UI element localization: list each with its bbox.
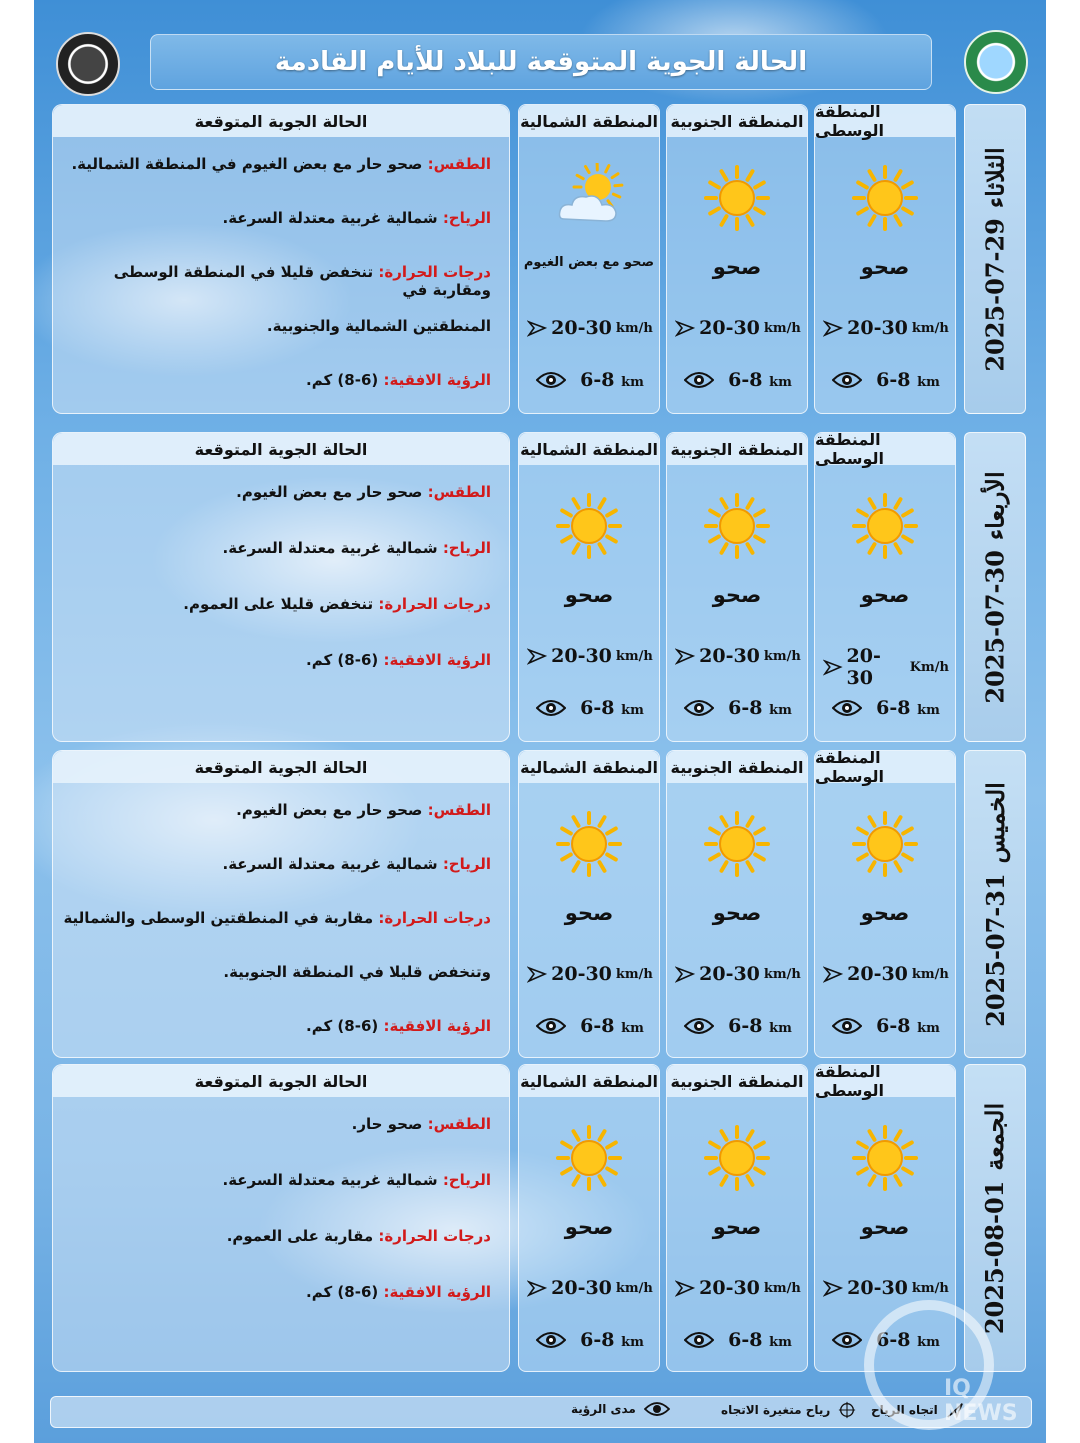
region-name: المنطقة الشمالية [519,1065,659,1097]
meteorology-authority-logo [964,30,1028,94]
condition-label: صحو [564,1215,614,1239]
region-name: المنطقة الجنوبية [667,751,807,783]
day-name: الأربعاء [980,470,1010,540]
condition-label: صحو [860,255,910,279]
visibility-unit: km [769,375,792,390]
eye-icon [832,1017,862,1035]
wind-value: 20-30 [551,963,612,985]
visibility-range [675,369,801,391]
compass-icon [838,1401,856,1419]
visibility-unit: km [917,1021,940,1036]
forecast-poster [34,0,1046,1443]
visibility-unit: km [769,1335,792,1350]
visibility-value: 6-8 [580,1329,615,1351]
forecast-line-key: الرياح: [442,1171,491,1189]
day-row [50,104,1030,412]
sun-icon [702,491,772,561]
wind-unit: km/h [615,1280,653,1296]
wind-arrow-icon [675,964,695,984]
forecast-line [63,483,491,501]
date-label [981,1102,1010,1333]
wind-unit: km/h [911,1280,949,1296]
forecast-line [63,371,491,389]
forecast-title: الحالة الجوية المتوقعة [53,105,509,137]
region-name: المنطقة الوسطى [815,433,955,465]
forecast-line [63,317,491,335]
visibility-value: 6-8 [728,1015,763,1037]
forecast-line-key: الرؤية الافقية: [383,1283,491,1301]
forecast-title: الحالة الجوية المتوقعة [53,751,509,783]
forecast-line [63,1283,491,1301]
forecast-line-text: تنخفض قليلا على العموم. [183,595,379,613]
legend-visibility-label: مدى الرؤية [571,1402,636,1416]
day-row [50,432,1030,740]
wind-unit: km/h [615,966,653,982]
wind-unit: km/h [911,966,949,982]
sun-icon [702,1123,772,1193]
forecast-line [63,1227,491,1245]
eye-icon [684,371,714,389]
wind-arrow-icon [675,318,695,338]
condition-label: صحو [712,901,762,925]
date-value: 2025-07-31 [980,872,1010,1027]
visibility-unit: km [621,375,644,390]
visibility-unit: km [621,1021,644,1036]
wind-value: 20-30 [699,317,760,339]
region-card [518,104,660,414]
wind-unit: km/h [911,320,949,336]
region-card [814,750,956,1058]
forecast-line [63,909,491,927]
wind-speed [527,645,653,667]
wind-speed [675,1277,801,1299]
condition-label: صحو مع بعض الغيوم [523,255,655,270]
forecast-center-logo [56,32,120,96]
forecast-line [63,855,491,873]
watermark-text: IQ NEWS [944,1376,1018,1426]
sun-icon [850,1123,920,1193]
forecast-panel [52,750,510,1058]
condition-label: صحو [860,583,910,607]
forecast-line [63,1171,491,1189]
forecast-panel [52,104,510,414]
wind-value: 20-30 [551,317,612,339]
forecast-line-text: (6-8) كم. [306,371,384,389]
region-name: المنطقة الوسطى [815,751,955,783]
region-name: المنطقة الجنوبية [667,105,807,137]
legend-variable-wind [721,1401,856,1419]
wind-arrow-icon [823,964,843,984]
visibility-value: 6-8 [876,697,911,719]
wind-arrow-icon [527,318,547,338]
date-value: 2025-08-01 [980,1180,1010,1334]
day-name: الخميس [980,781,1010,863]
forecast-panel [52,432,510,742]
wind-speed [823,963,949,985]
wind-speed [527,1277,653,1299]
wind-value: 20-30 [847,317,908,339]
eye-icon [536,371,566,389]
forecast-line [63,651,491,669]
wind-unit: km/h [615,320,653,336]
wind-value: 20-30 [551,645,612,667]
wind-speed [675,645,801,667]
date-label [981,782,1010,1027]
legend-visibility [571,1401,670,1417]
date-band [964,104,1026,414]
page-header [150,34,932,90]
wind-speed [823,317,949,339]
forecast-line-text: مقاربة في المنطقتين الوسطى والشمالية [63,909,379,927]
visibility-unit: km [621,1335,644,1350]
visibility-value: 6-8 [876,1015,911,1037]
legend-variable-wind-label: رياح متغيرة الاتجاه [721,1403,831,1417]
forecast-line-text: مقاربة على العموم. [226,1227,379,1245]
visibility-unit: km [769,1021,792,1036]
visibility-value: 6-8 [876,1329,911,1351]
forecast-line [63,155,491,173]
wind-arrow-icon [675,1278,695,1298]
wind-arrow-icon [823,1278,843,1298]
wind-value: 20-30 [699,645,760,667]
day-row [50,750,1030,1056]
region-name: المنطقة الشمالية [519,433,659,465]
wind-arrow-icon [675,646,695,666]
wind-value: 20-30 [699,1277,760,1299]
eye-icon [832,699,862,717]
visibility-range [527,369,653,391]
forecast-line [63,1115,491,1133]
region-name: المنطقة الجنوبية [667,1065,807,1097]
wind-value: 20-30 [847,1277,908,1299]
region-card [666,104,808,414]
forecast-title: الحالة الجوية المتوقعة [53,1065,509,1097]
forecast-line [63,801,491,819]
region-name: المنطقة الوسطى [815,105,955,137]
forecast-line-key: الرؤية الافقية: [383,1017,491,1035]
wind-value: 20-30 [699,963,760,985]
date-label [981,147,1010,371]
wind-unit: km/h [763,648,801,664]
eye-icon [832,1331,862,1349]
page-title: الحالة الجوية المتوقعة للبلاد للأيام القادمة [274,47,808,77]
forecast-line-text: صحو حار. [351,1115,428,1133]
eye-icon [536,1017,566,1035]
forecast-line-key: الرؤية الافقية: [383,371,491,389]
region-card [518,1064,660,1372]
sun-icon [554,1123,624,1193]
visibility-range [823,1015,949,1037]
date-value: 2025-07-29 [980,217,1010,372]
visibility-value: 6-8 [580,1015,615,1037]
wind-speed [675,317,801,339]
forecast-panel [52,1064,510,1372]
visibility-unit: km [917,703,940,718]
visibility-unit: km [769,703,792,718]
visibility-unit: km [621,703,644,718]
forecast-line-key: الطقس: [427,483,491,501]
forecast-line-text: شمالية غربية معتدلة السرعة. [222,1171,443,1189]
wind-speed [823,1277,949,1299]
sun-icon [850,491,920,561]
forecast-line-key: الرياح: [442,855,491,873]
forecast-line-key: الرياح: [442,539,491,557]
visibility-unit: km [917,1335,940,1350]
forecast-line [63,263,491,299]
sun-icon [850,163,920,233]
region-card [666,1064,808,1372]
day-name: الثلاثاء [980,146,1010,208]
region-name: المنطقة الجنوبية [667,433,807,465]
forecast-line-text: صحو حار مع بعض الغيوم في المنطقة الشمالية. [71,155,428,173]
forecast-line-key: درجات الحرارة: [378,263,491,281]
wind-speed [527,317,653,339]
visibility-value: 6-8 [728,697,763,719]
visibility-range [675,1329,801,1351]
forecast-line-key: درجات الحرارة: [378,909,491,927]
region-name: المنطقة الوسطى [815,1065,955,1097]
forecast-line-key: الرؤية الافقية: [383,651,491,669]
date-band [964,750,1026,1058]
condition-label: صحو [564,583,614,607]
region-card [518,750,660,1058]
wind-arrow-icon [527,964,547,984]
eye-icon [536,699,566,717]
visibility-range [527,1015,653,1037]
wind-arrow-icon [527,646,547,666]
forecast-line-text: صحو حار مع بعض الغيوم. [236,483,428,501]
forecast-line [63,539,491,557]
region-name: المنطقة الشمالية [519,105,659,137]
wind-value: 20-30 [846,645,881,689]
condition-label: صحو [564,901,614,925]
wind-value: 20-30 [551,1277,612,1299]
region-name: المنطقة الشمالية [519,751,659,783]
visibility-range [527,697,653,719]
visibility-range [823,369,949,391]
wind-arrow-icon [823,657,843,677]
wind-unit: km/h [763,966,801,982]
visibility-value: 6-8 [728,1329,763,1351]
visibility-unit: km [917,375,940,390]
date-value: 2025-07-30 [980,549,1010,704]
condition-label: صحو [860,1215,910,1239]
sun-icon [702,809,772,879]
eye-icon [644,1401,670,1417]
visibility-value: 6-8 [580,697,615,719]
partly-cloudy-icon [554,163,624,233]
forecast-line [63,1017,491,1035]
date-band [964,432,1026,742]
wind-unit: km/h [763,320,801,336]
wind-value: 20-30 [847,963,908,985]
visibility-value: 6-8 [728,369,763,391]
visibility-range [675,697,801,719]
eye-icon [536,1331,566,1349]
legend-wind-direction-label: اتجاه الرياح [871,1403,938,1417]
sun-icon [850,809,920,879]
forecast-line-key: درجات الحرارة: [378,595,491,613]
forecast-line-text: تنخفض قليلا في المنطقة الوسطى ومقاربة في [113,263,491,299]
visibility-range [675,1015,801,1037]
wind-unit: km/h [763,1280,801,1296]
forecast-line [63,209,491,227]
forecast-line-text: صحو حار مع بعض الغيوم. [236,801,428,819]
wind-speed [823,645,949,689]
wind-arrow-icon [823,318,843,338]
condition-label: صحو [712,255,762,279]
forecast-line-text: شمالية غربية معتدلة السرعة. [222,855,443,873]
eye-icon [684,699,714,717]
wind-speed [527,963,653,985]
forecast-line-key: الطقس: [427,155,491,173]
eye-icon [832,371,862,389]
visibility-range [823,697,949,719]
forecast-line [63,963,491,981]
sun-icon [554,491,624,561]
visibility-value: 6-8 [876,369,911,391]
forecast-line-text: (6-8) كم. [306,1283,384,1301]
forecast-line-key: الطقس: [427,1115,491,1133]
forecast-line-text: شمالية غربية معتدلة السرعة. [222,539,443,557]
eye-icon [684,1017,714,1035]
sun-icon [554,809,624,879]
visibility-value: 6-8 [580,369,615,391]
wind-arrow-icon [527,1278,547,1298]
condition-label: صحو [712,583,762,607]
wind-unit: Km/h [909,659,949,675]
region-card [666,750,808,1058]
forecast-line [63,595,491,613]
forecast-title: الحالة الجوية المتوقعة [53,433,509,465]
sun-icon [702,163,772,233]
visibility-range [527,1329,653,1351]
wind-speed [675,963,801,985]
forecast-line-text: شمالية غربية معتدلة السرعة. [222,209,443,227]
forecast-line-text: (6-8) كم. [306,1017,384,1035]
wind-unit: km/h [615,648,653,664]
condition-label: صحو [860,901,910,925]
forecast-line-key: درجات الحرارة: [378,1227,491,1245]
region-card [518,432,660,742]
date-label [981,471,1010,703]
forecast-line-text: وتنخفض قليلا في المنطقة الجنوبية. [223,963,491,981]
forecast-line-key: الرياح: [442,209,491,227]
region-card [666,432,808,742]
condition-label: صحو [712,1215,762,1239]
forecast-line-key: الطقس: [427,801,491,819]
region-card [814,432,956,742]
forecast-line-text: (6-8) كم. [306,651,384,669]
region-card [814,104,956,414]
eye-icon [684,1331,714,1349]
day-name: الجمعة [980,1102,1010,1171]
forecast-line-text: المنطقتين الشمالية والجنوبية. [266,317,491,335]
